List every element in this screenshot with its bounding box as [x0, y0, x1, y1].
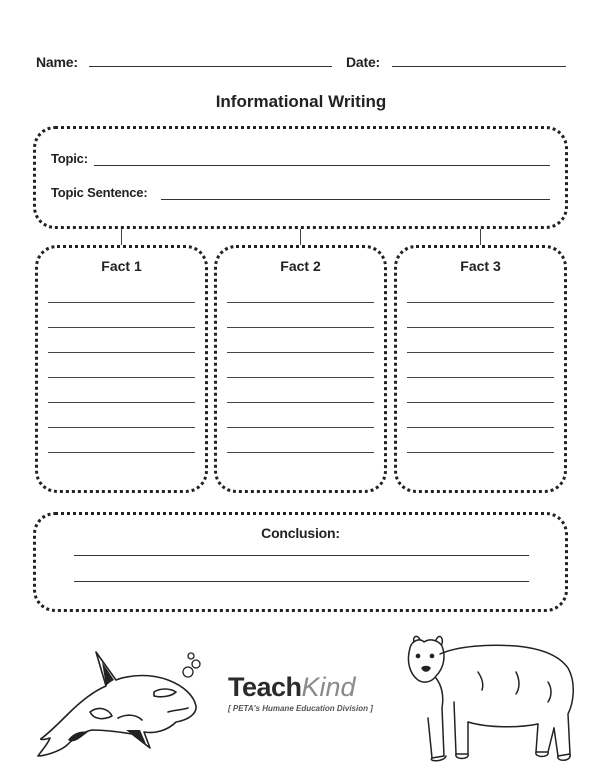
fact-box-1 — [35, 245, 208, 493]
topic-sentence-field[interactable] — [161, 199, 550, 200]
logo-tagline: [ PETA's Humane Education Division ] — [228, 704, 373, 713]
fact-line[interactable] — [227, 452, 374, 453]
fact-line[interactable] — [407, 377, 554, 378]
date-label: Date: — [346, 54, 381, 70]
polar-bear-illustration — [398, 632, 583, 772]
connector-3 — [480, 229, 481, 245]
fact-line[interactable] — [407, 302, 554, 303]
connector-2 — [300, 229, 301, 245]
date-field[interactable] — [392, 66, 566, 67]
fact-line[interactable] — [48, 352, 195, 353]
fact-box-3 — [394, 245, 567, 493]
fact-line[interactable] — [48, 402, 195, 403]
fact-title-1: Fact 1 — [101, 258, 142, 274]
conclusion-label: Conclusion: — [261, 525, 340, 541]
fact-line[interactable] — [227, 302, 374, 303]
topic-field[interactable] — [94, 165, 550, 166]
topic-sentence-label: Topic Sentence: — [51, 185, 148, 200]
fact-line[interactable] — [48, 377, 195, 378]
fact-line[interactable] — [227, 427, 374, 428]
fact-title-2: Fact 2 — [280, 258, 321, 274]
fact-box-2 — [214, 245, 387, 493]
name-label: Name: — [36, 54, 78, 70]
name-field[interactable] — [89, 66, 332, 67]
fact-line[interactable] — [48, 427, 195, 428]
fact-line[interactable] — [407, 352, 554, 353]
fact-line[interactable] — [227, 377, 374, 378]
fact-line[interactable] — [407, 427, 554, 428]
topic-box — [33, 126, 568, 229]
fact-line[interactable] — [227, 352, 374, 353]
logo-teach: Teach — [228, 672, 302, 702]
fact-line[interactable] — [227, 327, 374, 328]
fact-line[interactable] — [48, 302, 195, 303]
fact-line[interactable] — [407, 402, 554, 403]
logo-kind: Kind — [301, 672, 356, 702]
fact-line[interactable] — [407, 327, 554, 328]
connector-1 — [121, 229, 122, 245]
conclusion-line[interactable] — [74, 581, 529, 582]
fact-line[interactable] — [48, 452, 195, 453]
fact-title-3: Fact 3 — [460, 258, 501, 274]
conclusion-box — [33, 512, 568, 612]
teachkind-logo — [228, 672, 378, 713]
conclusion-line[interactable] — [74, 555, 529, 556]
fact-line[interactable] — [48, 327, 195, 328]
fact-line[interactable] — [407, 452, 554, 453]
orca-illustration — [28, 640, 228, 760]
page-title: Informational Writing — [215, 92, 387, 111]
topic-label: Topic: — [51, 151, 88, 166]
fact-line[interactable] — [227, 402, 374, 403]
